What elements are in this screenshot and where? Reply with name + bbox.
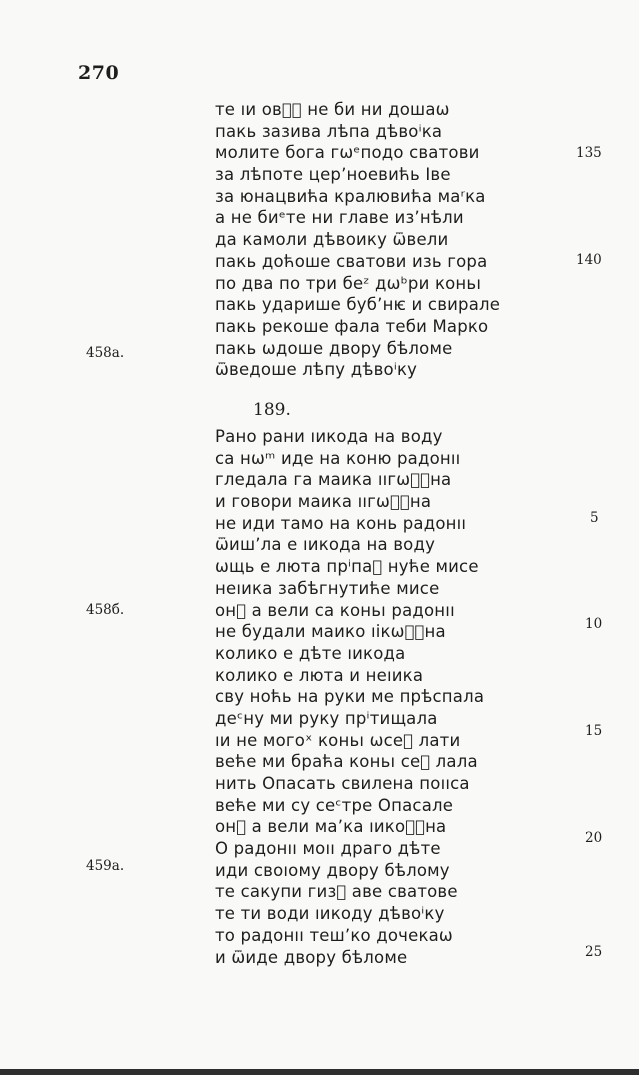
verse-line: по два по три беᶻ дѡᵇри коньı (215, 273, 482, 293)
verse-line: за лѣпоте церʼноевићь Іве (215, 165, 451, 185)
verse-line: пакь доћоше сватови изь гора (215, 251, 488, 271)
song-189-line: сву ноћь на руки ме прѣспала (215, 687, 485, 707)
song-189-line: веће ми браћа коньı сеᷞ лала (215, 752, 478, 772)
song-189-line: ѡщь е люта прⁱпаᷞ нуће мисе (215, 557, 479, 577)
manuscript-ref-458b: 458б. (86, 602, 125, 618)
song-189-line: то радонıı тешʼко дочекаѡ (215, 925, 453, 945)
song-189-line: онᷞ а вели маʼка ıикоᷞᷘна (215, 817, 447, 837)
verse-block-song-189 (215, 426, 535, 968)
line-number-20: 20 (585, 830, 603, 846)
song-189-line: онᷞ а вели са коньı радонıı (215, 600, 455, 620)
song-189-line: колико е люта и неıика (215, 665, 424, 685)
song-189-line: са нѡᵐ иде на коню радонıı (215, 448, 461, 468)
song-189-line: и говори маика ııгѡᷞᷘна (215, 492, 432, 512)
verse-line: за юнацвића кралювића маʳка (215, 186, 486, 206)
song-189-line: деᶜну ми руку прⁱтищала (215, 708, 438, 728)
line-number-15: 15 (585, 723, 603, 739)
song-189-line: неıика забѣгнутиће мисе (215, 578, 440, 598)
song-189-line: ѿишʼла е ıикода на воду (215, 535, 436, 555)
verse-block-continuation (215, 99, 535, 381)
song-189-line: ıи не могoˣ коньı ѡсеᷞ лати (215, 730, 461, 750)
song-189-line: О радонıı моıı драго дѣте (215, 839, 441, 859)
song-189-line: Рано рани ıикода на воду (215, 427, 443, 446)
verse-line: пакь ѡдоше двору бѣломе (215, 338, 453, 358)
verse-line: пакь рекоше фала теби Марко (215, 316, 489, 336)
manuscript-ref-459a: 459a. (86, 858, 125, 874)
song-189-line: нить Опасать свилена поııса (215, 774, 470, 793)
page-number: 270 (78, 62, 120, 84)
song-189-line: те ти води ıикоду дѣвоⁱку (215, 904, 445, 924)
verse-line: те ıи овᷞᷘ не би ни дошаѡ (215, 100, 450, 119)
song-189-line: колико е дѣте ıикода (215, 643, 406, 663)
song-189-line: веће ми су сеᶜтре Опасале (215, 795, 454, 815)
verse-line: пакь зазива лѣпа дѣвоⁱка (215, 121, 443, 141)
song-189-line: гледала га маика ııгѡᷞᷘна (215, 470, 452, 490)
page-bottom-edge (0, 1069, 639, 1075)
verse-line: молите бога гѡᵉподо сватови (215, 143, 480, 163)
song-189-line: те сакупи гизᷞ аве сватове (215, 882, 458, 902)
song-number: 189. (253, 400, 291, 420)
line-number-10: 10 (585, 616, 603, 632)
song-189-line: не будали маико ıікѡᷞᷘна (215, 622, 446, 642)
song-189-line: не иди тамо на конь радонıı (215, 513, 467, 533)
verse-line: да камоли дѣвоику ѿвели (215, 230, 449, 250)
line-number-140: 140 (576, 252, 602, 268)
verse-line: пакь ударише бубʼнѥ и свирале (215, 295, 501, 315)
verse-line: а не биᵉте ни главе изʼнѣли (215, 208, 464, 228)
song-189-line: и ѿиде двору бѣломе (215, 947, 408, 967)
verse-line: ѿведоше лѣпу дѣвоⁱку (215, 360, 418, 380)
song-189-line: иди своıому двору бѣлому (215, 860, 450, 880)
line-number-5: 5 (590, 510, 599, 526)
manuscript-ref-458a: 458a. (86, 345, 125, 361)
line-number-25: 25 (585, 944, 603, 960)
line-number-135: 135 (576, 145, 602, 161)
